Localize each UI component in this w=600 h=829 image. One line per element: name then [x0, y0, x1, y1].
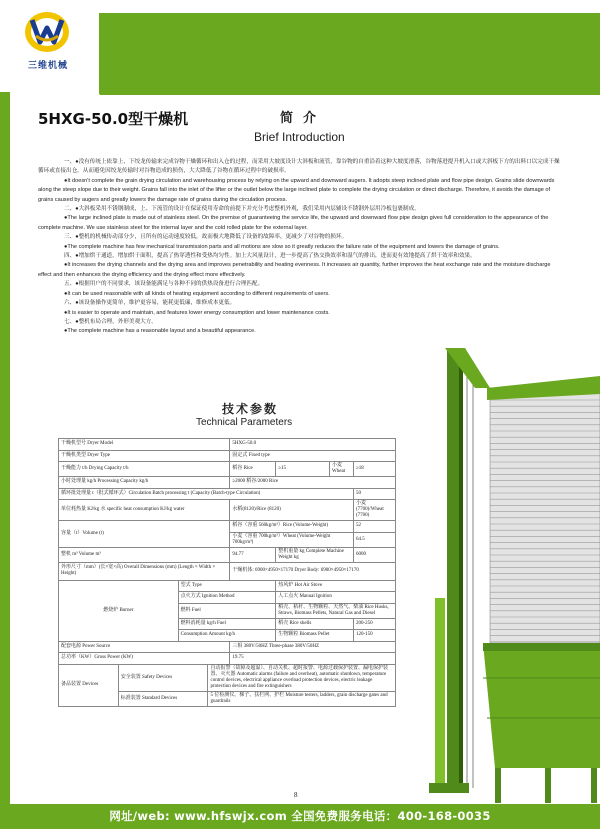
table-cell: 小时处理量 kg/h Processing Capacity kg/h [59, 477, 230, 489]
table-cell: 安全装置 Safety Devices [118, 664, 208, 691]
footer-contact-text: 网址/web: www.hfswjx.com 全国免费服务电话：400-168-0035 [109, 809, 491, 823]
table-cell: 配套电源 Power Source [59, 641, 230, 653]
table-cell: 94.77 [230, 547, 276, 562]
table-cell: 人工点火 Manual Ignition [276, 592, 396, 604]
table-row [59, 450, 396, 462]
intro-para-3-en: ●The complete machine has few mechanical transmission parts and all motions are slow so it greatly reduces the failure rate of the equipment and lowers the damage of grains. [64, 243, 500, 250]
table-cell: 52 [353, 521, 395, 533]
table-row [59, 439, 396, 451]
table-cell: 稻谷（容重 560kg/m³）Rice (Volume-Weight) [230, 521, 354, 533]
intro-para-1-cn: 一、●没有传统上依靠上、下绞龙传输来完成谷物干燥循环和出入仓的过程，而采用大坡度设计大斜板和流管，靠谷物的自重沿着这种大坡度滑落，谷物落进提升机入口或大斜板下方的出料口以完成干燥循环或直接出仓。从而避免因绞龙传输时对谷物造成的损伤，大大降低了谷物在循环过程中的破损率。 [38, 159, 560, 175]
table-cell: 19.75 [230, 653, 396, 665]
table-cell: 固定式 Fixed type [230, 450, 396, 462]
table-row [59, 580, 396, 592]
table-row [59, 500, 396, 521]
intro-para-4-en: ●It increases the drying channels and the drying area and improves penetrability and heating evenness. It increases air quantity, further improves the heat exchange rate and the moisture discharge effect and then enhances the drying efficiency and the drying effect more effectively. [38, 262, 551, 278]
intro-para-5-cn: 五、●根据用户的不同要求，该设备能满足与各种不同的供热设备进行合理匹配。 [64, 281, 264, 288]
spec-table [58, 438, 396, 707]
table-cell: 容量（t）Volume (t) [59, 521, 230, 548]
page-number: 8 [294, 791, 298, 799]
intro-para-2-cn: 二、●大斜板采用不锈钢制成，上、下流管的设计在保证使用寿命的前提下并充分考虑整机外观，我们采用内层辅设不锈钢外层用冷板包裹制成。 [64, 206, 420, 213]
tech-heading-cn: 技术参数 [222, 402, 279, 416]
header-green-band [99, 13, 600, 95]
table-row [59, 462, 396, 477]
table-cell: 标准装置 Standard Devices [118, 691, 208, 706]
table-cell: 5 位检测仪、梯子、扶栏网、护栏 Moisture testers, ladders, grain discharge gates and guardrails [208, 691, 396, 706]
table-cell: 稻壳 Rice shells [276, 618, 354, 630]
table-cell: 50 [353, 488, 395, 500]
left-green-stripe [0, 92, 10, 804]
table-row [59, 521, 396, 533]
table-cell: ≥18 [353, 462, 395, 477]
table-cell: 三相 380V/50HZ Three-phase 380V/50HZ [230, 641, 396, 653]
table-row [59, 547, 396, 562]
intro-para-6-en: ●It is easier to operate and maintain, and features lower energy consumption and lower maintenance costs. [64, 309, 330, 316]
table-cell: 整机重量 kg Complete Machine Weight kg [276, 547, 354, 562]
table-cell: 燃料 Fuel [178, 603, 276, 618]
table-cell: 整机 m³ Volume m³ [59, 547, 230, 562]
table-cell: 燃料消耗量 kg/h Fuel [178, 618, 276, 630]
table-cell: 64.5 [353, 532, 395, 547]
table-cell: 外形尺寸（mm）(长×宽×高) Overall Dimensions (mm) (Length × Width × Height) [59, 562, 230, 580]
table-cell: 水稻(8120)/Rice (8120) [230, 500, 354, 521]
table-row [59, 641, 396, 653]
table-cell: 干燥机型号 Dryer Model [59, 439, 230, 451]
table-cell: ≥15 [276, 462, 330, 477]
table-cell: 干燥机体: 6900×4950×17170 Dryer Body: 6900×4950×17170 [230, 562, 396, 580]
table-cell: 循环批处理量 t（批式循环式）Circulation Batch processing t (Capacity (Batch-type Circulation) [59, 488, 354, 500]
table-cell: ≥2000 稻谷/2000 Rice [230, 477, 396, 489]
intro-para-7-cn: 七、●整机布局合理，外形美观大方。 [64, 318, 157, 325]
table-cell: 自动报警（故障及超温）、自动关机、超时报警、电源过载保护装置、漏电保护装置、灭火器 Automatic alarms (failure and overheat), automatic shutdown, temperature control devices, electrical appliance overload protection devices, electric leakage protection devices and fire extinguishers [208, 664, 396, 691]
table-cell: 120-150 [353, 630, 395, 642]
table-cell: 200-250 [353, 618, 395, 630]
table-row [59, 562, 396, 580]
table-cell: 5HXG-50.0 [230, 439, 396, 451]
intro-body [38, 158, 560, 337]
table-cell: 点火方式 Ignition Method [178, 592, 276, 604]
page-footer [0, 804, 600, 829]
table-cell: 总功率（KW）Gross Power (KW) [59, 653, 230, 665]
table-cell: 小麦（容重 700kg/m³）Wheat (Volume-Weight 700kg/m³) [230, 532, 354, 547]
table-row [59, 477, 396, 489]
intro-para-6-cn: 六、●该设备操作更简单，维护更容易，能耗更低廉，维修成本更低。 [64, 300, 236, 307]
intro-para-1-en: ●It doesn't complete the grain drying circulation and warehousing process by relying on the upward and downward augers. It adopts steep inclined plate and flow pipe design. Grains slide downwards along the steep slope due to their weight. Grains fall into the inlet of the lifter or the outlet below the large inclined plate to complete the drying circulation or direct discharge. Therefore, it avoids the damage of grains caused by augers and greatly lowers the damage rate of grains during the circulation process. [38, 177, 555, 203]
table-cell: 稻谷 Rice [230, 462, 276, 477]
intro-heading-en: Brief Introduction [254, 130, 345, 144]
product-title: 5HXG-50.0型干燥机 [38, 110, 189, 128]
grain-dryer-illustration [395, 348, 600, 803]
intro-para-4-cn: 四、●增加烘干通道，增加烘干面积，提高了热穿透性和受热均匀性。加上大风量设计，进一步提高了热交换效率和湿气的排出，进而更有效地提高了烘干效率和效果。 [64, 253, 476, 260]
table-cell: 热风炉 Hot Air Stove [276, 580, 396, 592]
intro-para-7-en: ●The complete machine has a reasonable layout and a beautiful appearance. [64, 328, 256, 335]
table-row [59, 488, 396, 500]
table-row [59, 653, 396, 665]
table-cell: 单位耗热量 KJ/kg 水 specific heat consumption KJ/kg water [59, 500, 230, 521]
intro-heading-cn: 简介 [280, 111, 327, 126]
table-cell: 生物颗粒 Biomass Pellet [276, 630, 354, 642]
intro-para-5-en: ●It can be used reasonable with all kinds of heating equipment according to different requirements of users. [64, 290, 330, 297]
table-cell: Consumption Amount kg/h [178, 630, 276, 642]
table-cell: 型式 Type [178, 580, 276, 592]
table-cell: 小麦 Wheat [330, 462, 354, 477]
table-cell: 备品装置 Devices [59, 664, 119, 706]
table-cell: 燃烧炉 Burner [59, 580, 179, 641]
table-cell: 稻壳、秸秆、生物颗粒、天然气、柴油 Rice Husks, Straws, Biomass Pellets, Natural Gas and Diesel [276, 603, 396, 618]
tech-heading-en: Technical Parameters [196, 417, 293, 428]
left-white-stripe [14, 92, 17, 804]
table-cell: 小麦(7700)/Wheat (7700) [353, 500, 395, 521]
intro-para-2-en: ●The large inclined plate is made out of stainless steel. On the premise of guaranteeing the service life, the upward and downward flow pipe design gives full consideration to the appearance of the complete machine. We use stainless steel for the internal layer and the cold rolled plate for the external layer. [38, 215, 549, 231]
logo-text: 三维机械 [27, 61, 68, 71]
page-header [0, 0, 600, 92]
intro-para-3-cn: 三、●整机的机械传动部分少，且所有的运动速度较低，故而极大地降低了设备的故障率，更减少了对谷物的损坏。 [64, 234, 348, 241]
table-cell: 6000 [353, 547, 395, 562]
table-cell: 干燥机类型 Dryer Type [59, 450, 230, 462]
table-cell: 干燥能力 t/h Drying Capacity t/h [59, 462, 230, 477]
table-row [59, 664, 396, 691]
